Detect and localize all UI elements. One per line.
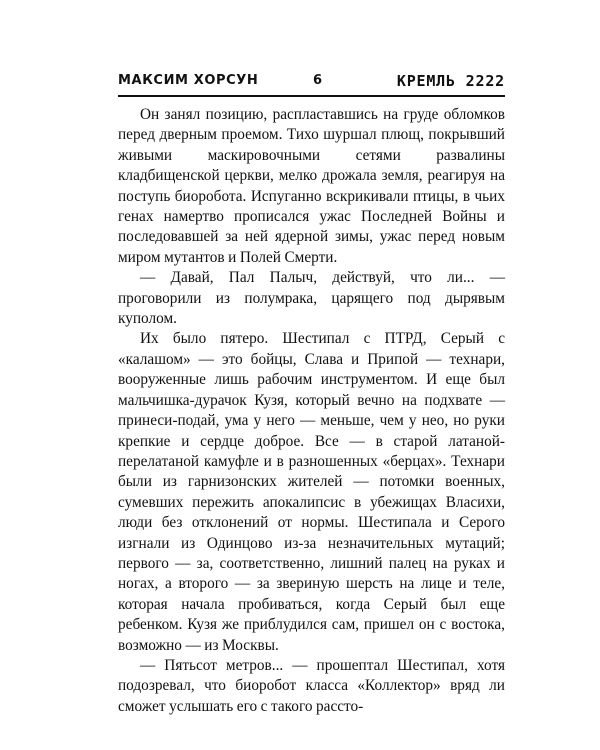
body-text bbox=[118, 105, 505, 717]
paragraph: — Давай, Пал Палыч, действуй, что ли... — проговорили из полумрака, царящего под дырявым куполом. bbox=[118, 269, 505, 328]
paragraph: Он занял позицию, распластавшись на груде обломков перед дверным проемом. Тихо шуршал плющ, покрывший живыми маскировочными сетями развалины кладбищенской церкви, мелко дрожала земля, реагируя на поступь биоробота. Испуганно вскрикивали птицы, в чьих генах намертво прописался ужас Последней Войны и последовавшей за ней ядерной зимы, ужас перед новым миром мутантов и Полей Смерти. bbox=[118, 106, 505, 266]
author-name: МАКСИМ ХОРСУН bbox=[118, 73, 259, 88]
header-rule bbox=[118, 95, 505, 97]
series-title: КРЕМЛЬ 2222 bbox=[396, 72, 505, 90]
page-number: 6 bbox=[313, 73, 323, 88]
running-header bbox=[118, 71, 505, 93]
paragraph: — Пятьсот метров... — прошептал Шестипал, хотя подозревал, что биоробот класса «Коллектор» вряд ли сможет услышать его с такого рассто- bbox=[118, 656, 505, 715]
paragraph: Их было пятеро. Шестипал с ПТРД, Серый с «калашом» — это бойцы, Слава и Припой — технари, вооруженные лишь рабочим инструментом. И еще был мальчишка-дурачок Кузя, который вечно на подхвате — принеси-подай, ума у него — меньше, чем у нео, но руки крепкие и сердце доброе. Все — в старой латаной-перелатаной камуфле и в разношенных «берцах». Технари были из гарнизонских жителей — потомки военных, сумевших пережить апокалипсис в убежищах Власихи, люди без отклонений от нормы. Шестипала и Серого изгнали из Одинцово из-за незначительных мутаций; первого — за, соответственно, лишний палец на руках и ногах, а второго — за звериную шерсть на лице и теле, которая начала пробиваться, когда Серый был еще ребенком. Кузя же приблудился сам, пришел он с востока, возможно — из Москвы. bbox=[118, 330, 505, 654]
